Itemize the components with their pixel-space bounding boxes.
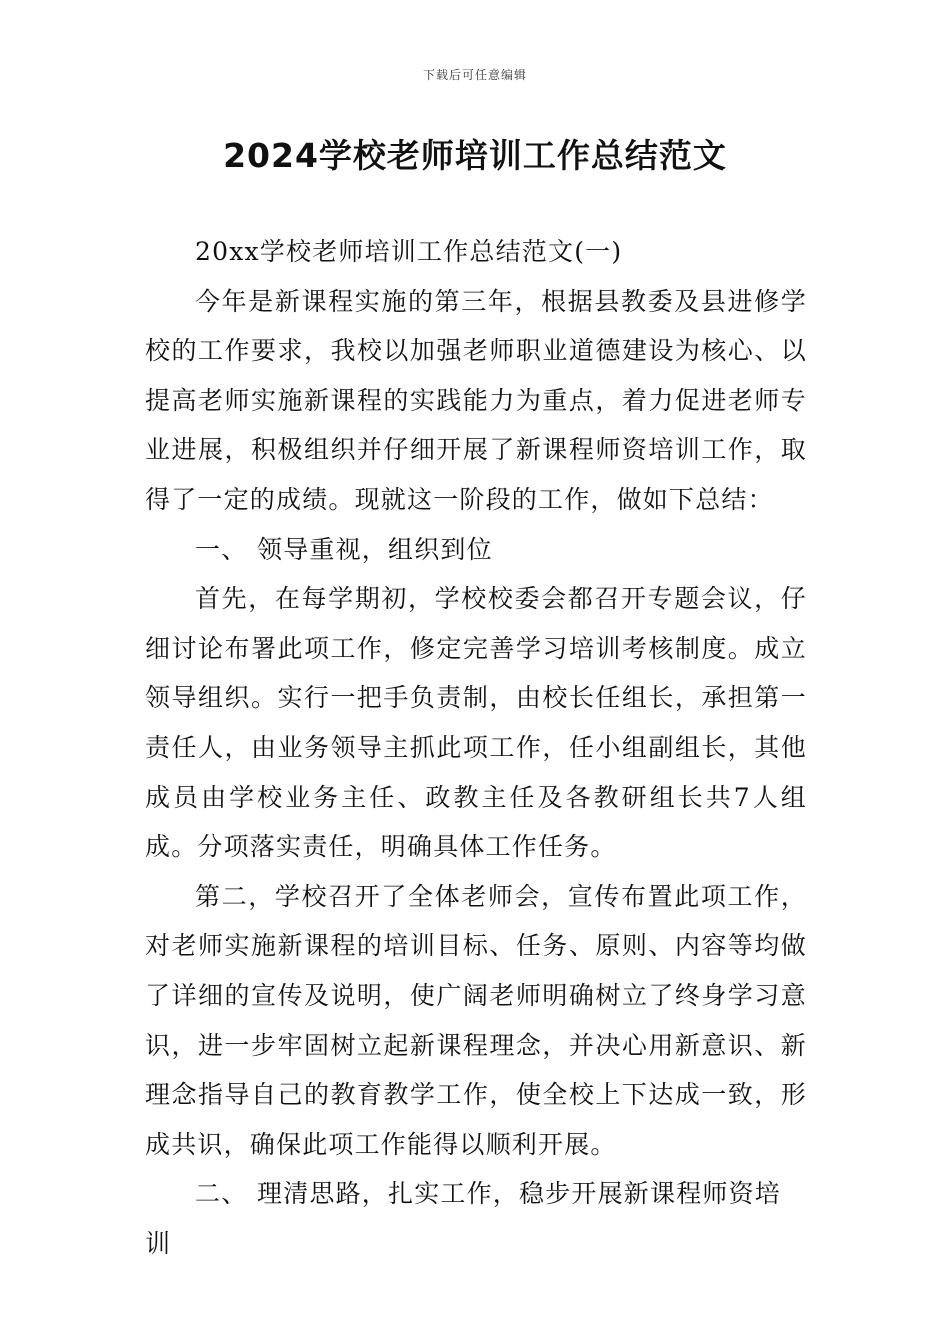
section-number: 二、 (195, 1179, 248, 1209)
paragraph-first: 首先，在每学期初，学校校委会都召开专题会议，仔细讨论布署此项工作，修定完善学习培训考核制度。成立领导组织。实行一把手负责制，由校长任组长，承担第一责任人，由业务领导主抓此项工作，任小组副组长，其他成员由学校业务主任、政教主任及各教研组长共7人组成。分项落实责任，明确具体工作任务。 (145, 584, 807, 862)
document-title: 2024学校老师培训工作总结范文 (223, 136, 727, 175)
document-subtitle: 20xx学校老师培训工作总结范文(一) (195, 237, 623, 266)
section-heading-1 (145, 525, 807, 575)
document-body (145, 227, 807, 1268)
section-heading-text: 理清思路，扎实工作，稳步开展新课程师资培训 (145, 1179, 782, 1258)
paragraph-intro: 今年是新课程实施的第三年，根据县教委及县进修学校的工作要求，我校以加强老师职业道德建设为核心、以提高老师实施新课程的实践能力为重点，着力促进老师专业进展，积极组织并仔细开展了新课程师资培训工作，取得了一定的成绩。现就这一阶段的工作，做如下总结： (145, 286, 807, 514)
section-heading-2 (145, 1169, 807, 1268)
section-number: 一、 (195, 534, 248, 564)
section-heading-text: 领导重视，组织到位 (257, 534, 493, 564)
header-note: 下载后可任意编辑 (422, 68, 527, 82)
paragraph-second: 第二，学校召开了全体老师会，宣传布置此项工作，对老师实施新课程的培训目标、任务、原则、内容等均做了详细的宣传及说明，使广阔老师明确树立了终身学习意识，进一步牢固树立起新课程理念，并决心用新意识、新理念指导自己的教育教学工作，使全校上下达成一致，形成共识，确保此项工作能得以顺利开展。 (145, 881, 807, 1159)
